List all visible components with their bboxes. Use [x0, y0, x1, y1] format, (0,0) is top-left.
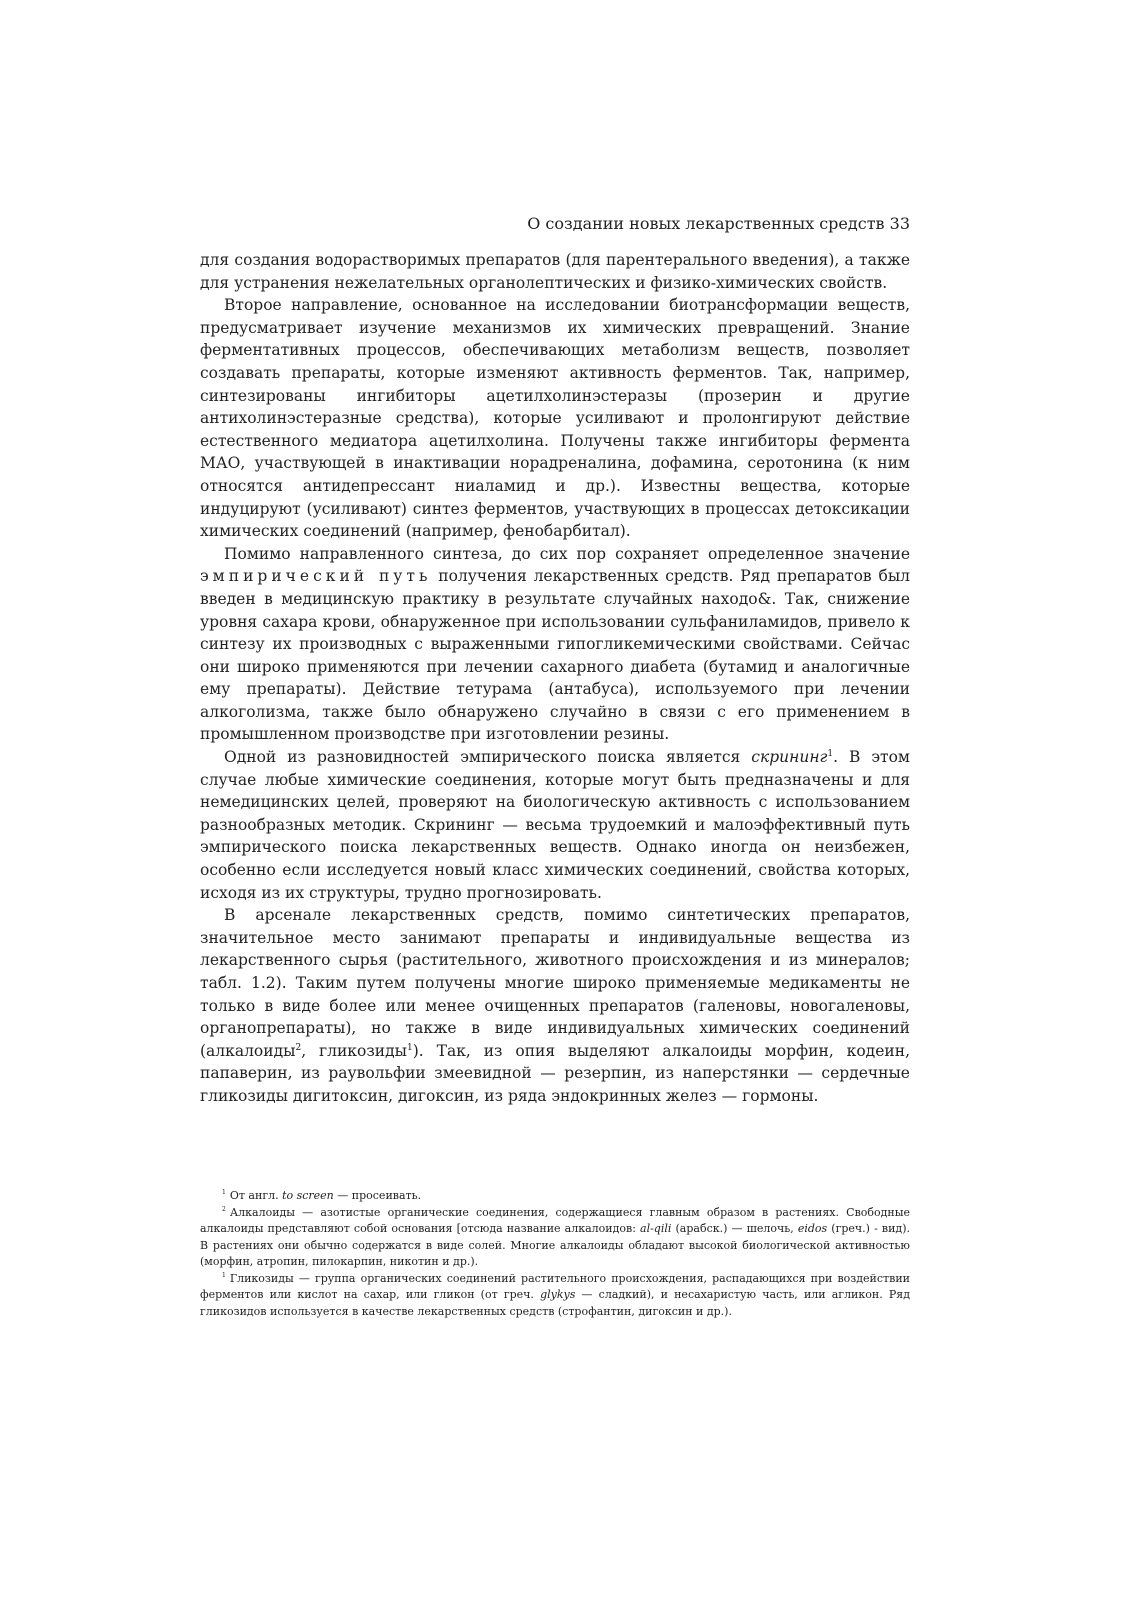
paragraph-3 [200, 543, 910, 746]
footnote-2-text-b: (арабск.) — шелочь, [671, 1222, 798, 1235]
paragraph-3-text-a: Помимо направленного синтеза, до сих пор сохраняет определенное значение [224, 544, 910, 563]
footnote-3-text-a: Гликозиды — группа органических соединений растительного происхождения, распадающихся при воздействии ферментов или кислот на сахар, или гликон (от греч. [200, 1271, 910, 1301]
main-text [200, 249, 910, 1108]
footnote-3-text-b: — сладкий), и несахаристую часть, или агликон. Ряд гликозидов используется в качестве лекарственных средств (строфантин, дигоксин и др.). [200, 1288, 910, 1318]
paragraph-1: для создания водорастворимых препаратов (для парентерального введения), а также для устранения нежелательных органолептических и физико-химических свойств. [200, 251, 910, 292]
footnote-3 [200, 1271, 910, 1321]
footnote-1-text-b: — просеивать. [333, 1189, 422, 1202]
emphasized-term: эмпирический путь [200, 567, 432, 586]
footnote-ref: 1 [827, 748, 834, 759]
footnote-mark: 1 [222, 1189, 226, 1197]
paragraph-5 [200, 904, 910, 1107]
paragraph-5-text-c: ). Так, из опия выделяют алкалоиды морфин, кодеин, папаверин, из раувольфии змеевидной — резерпин, из наперстянки — сердечные гликозиды дигитоксин, дигоксин, из ряда эндокринных желез — гормоны. [200, 1041, 910, 1105]
footnote-2-italic-2: eidos [797, 1222, 828, 1235]
footnote-1 [200, 1188, 910, 1205]
paragraph-2: Второе направление, основанное на исследовании биотрансформации веществ, предусматривает изучение механизмов их химических превращений. Знание ферментативных процессов, обеспечивающих метаболизм веществ, позволяет создавать препараты, которые изменяют активность ферментов. Так, например, синтезированы ингибиторы ацетилхолинэстеразы (прозерин и другие антихолинэстеразные средства), которые усиливают и пролонгируют действие естественного медиатора ацетилхолина. Получены также ингибиторы фермента МАО, участвующей в инактивации норадреналина, дофамина, серотонина (к ним относятся антидепрессант ниаламид и др.). Известны вещества, которые индуцируют (усиливают) синтез ферментов, участвующих в процессах детоксикации химических соединений (например, фенобарбитал). [200, 296, 910, 541]
paragraph-4-text-a: Одной из разновидностей эмпирического поиска является [224, 748, 752, 767]
footnote-ref: 1 [407, 1042, 413, 1053]
footnote-ref: 2 [295, 1042, 302, 1053]
footnote-2-text-c: (греч.) - вид). В растениях они обычно содержатся в виде солей. Многие алкалоиды обладают высокой биологической активностью (морфин, атропин, пилокарпин, никотин и др.). [200, 1222, 910, 1268]
paragraph-5-text-b: , гликозиды [301, 1041, 407, 1060]
italic-term: скрининг [751, 748, 828, 767]
running-header: О создании новых лекарственных средств 33 [527, 214, 910, 233]
footnote-mark: 1 [222, 1271, 226, 1279]
footnote-1-text-a: От англ. [229, 1189, 283, 1202]
footnotes [200, 1188, 910, 1320]
paragraph-4 [200, 746, 910, 904]
paragraph-4-text-b: . В этом случае любые химические соединения, которые могут быть предназначены и для немедицинских целей, проверяют на биологическую активность с использованием разнообразных методик. Скрининг — весьма трудоемкий и малоэффективный путь эмпирического поиска лекарственных веществ. Однако иногда он неизбежен, особенно если исследуется новый класс химических соединений, свойства которых, исходя из их структуры, трудно прогнозировать. [200, 748, 910, 902]
footnote-3-italic: glykys [540, 1288, 576, 1301]
footnote-mark: 2 [222, 1205, 226, 1213]
footnote-2-italic-1: al-qili [640, 1222, 672, 1235]
footnote-2-text-a: Алкалоиды — азотистые органические соединения, содержащиеся главным образом в растениях. Свободные алкалоиды представляют собой основания [отсюда название алкалоидов: [200, 1205, 910, 1235]
footnote-2 [200, 1205, 910, 1271]
paragraph-5-text-a: В арсенале лекарственных средств, помимо синтетических препаратов, значительное место занимают препараты и индивидуальные вещества из лекарственного сырья (растительного, животного происхождения и из минералов; табл. 1.2). Таким путем получены многие широко применяемые медикаменты не только в виде более или менее очищенных препаратов (галеновы, новогаленовы, органопрепараты), но также в виде индивидуальных химических соединений (алкалоиды [200, 906, 910, 1060]
footnote-1-italic: to screen [282, 1189, 334, 1202]
paragraph-3-text-b: получения лекарственных средств. Ряд препаратов был введен в медицинскую практику в результате случайных находо&. Так, снижение уровня сахара крови, обнаруженное при использовании сульфаниламидов, привело к синтезу их производных с выраженными гипогликемическими свойствами. Сейчас они широко применяются при лечении сахарного диабета (бутамид и аналогичные ему препараты). Действие тетурама (антабуса), используемого при лечении алкоголизма, также было обнаружено случайно в связи с его применением в промышленном производстве при изготовлении резины. [200, 567, 911, 744]
